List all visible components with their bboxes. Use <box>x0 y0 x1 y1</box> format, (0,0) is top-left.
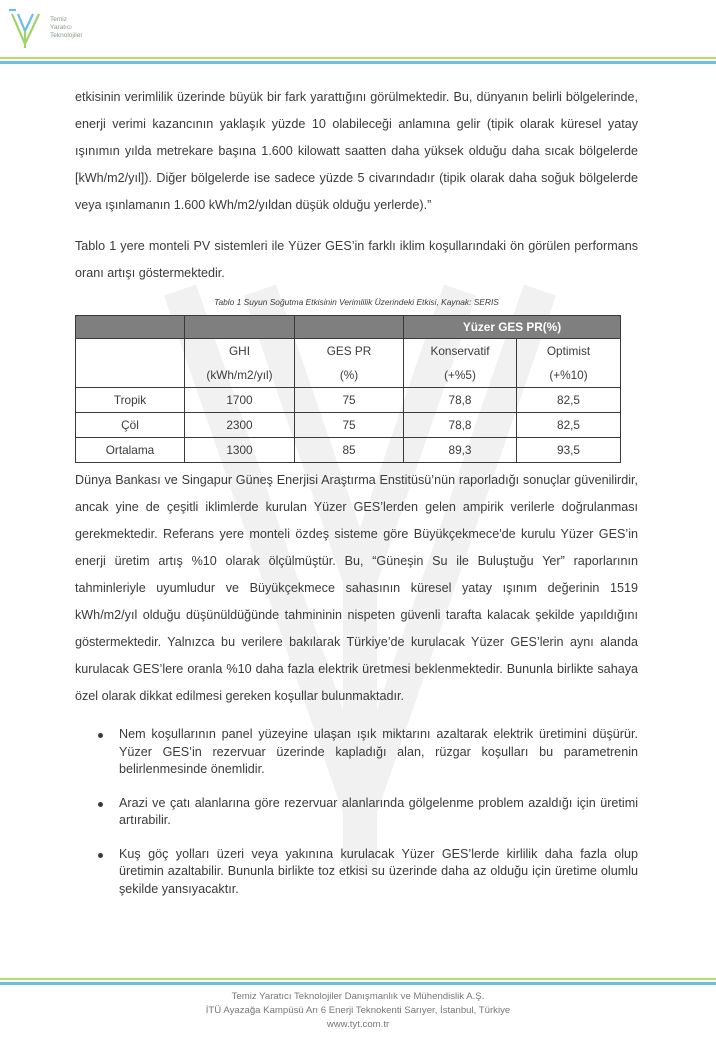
table-cell: 78,8 <box>404 388 517 413</box>
footer-rule-green <box>0 978 716 980</box>
table-cell: 2300 <box>185 413 295 438</box>
table-group-header-row <box>76 316 621 339</box>
table-cell: Çöl <box>76 413 185 438</box>
intro-paragraph: etkisinin verimlilik üzerinde büyük bir fark yarattığını görülmektedir. Bu, dünyanın belirli bölgelerinde, enerji verimi kazancının yaklaşık yüzde 10 olabileceği anlamına gelir (tipik olarak küresel yatay ışınımın yılda metrekare başına 1.600 kilowatt saatten daha yüksek olduğu daha sıcak bölgelerde [kWh/m2/yıl]). Diğer bölgelerde ise sadece yüzde 5 civarındadır (tipik olarak daha soğuk bölgelerde veya ışınlamanın 1.600 kWh/m2/yıldan düşük olduğu yerlerde).” <box>75 90 638 212</box>
table-row <box>76 438 621 463</box>
table-cell: 89,3 <box>404 438 517 463</box>
footer-address: İTÜ Ayazağa Kampüsü Arı 6 Enerji Teknokenti Sarıyer, İstanbul, Türkiye <box>205 1005 511 1016</box>
table-cell: 78,8 <box>404 413 517 438</box>
footer-rule-blue <box>0 982 716 985</box>
table-row <box>76 413 621 438</box>
main-paragraph: Dünya Bankası ve Singapur Güneş Enerjisi Araştırma Enstitüsü’nün raporladığı sonuçlar güvenilirdir, ancak yine de çeşitli iklimlerde kurulan Yüzer GES’lerden gelen ampirik verilerle doğrulanması gerekmektedir. Referans yere monteli özdeş sisteme göre Büyükçekmece'de kurulu Yüzer GES’in enerji üretim artış %10 olarak ölçülmüştür. Bu, “Güneşin Su ile Buluştuğu Yer” raporlarının tahminleriyle uyumludur ve Büyükçekmece sahasının küresel yatay ışınım değerinin 1519 kWh/m2/yıl olduğu düşünüldüğünde tahmininin nispeten güvenli tarafta kalacak şekilde yapıldığını göstermektedir. Yalnızca bu verilere bakılarak Türkiye’de kurulacak Yüzer GES’lerin aynı alanda kurulacak GES’lere oranla %10 daha fazla elektrik üretmesi beklenmektedir. Bununla birlikte sahaya özel olarak dikkat edilmesi gereken koşullar bulunmaktadır. <box>75 473 638 703</box>
table-intro-paragraph: Tablo 1 yere monteli PV sistemleri ile Yüzer GES’in farklı iklim koşullarındaki ön görülen performans oranı artışı göstermektedir. <box>75 239 638 280</box>
header-rule-green <box>0 57 716 59</box>
column-header: Konservatif <box>404 339 517 364</box>
column-unit: (+%10) <box>517 363 621 388</box>
table-cell: 75 <box>295 413 404 438</box>
footer-website: www.tyt.com.tr <box>326 1019 390 1030</box>
brand-line-2: Yaratıcı <box>50 24 72 31</box>
table-cell: 1700 <box>185 388 295 413</box>
table-row <box>76 388 621 413</box>
column-unit: (+%5) <box>404 363 517 388</box>
brand-line-3: Teknolojiler <box>50 32 83 39</box>
table-cell: 1300 <box>185 438 295 463</box>
column-header: GHI <box>185 339 295 364</box>
list-item: Kuş göç yolları üzeri veya yakınına kurulacak Yüzer GES’lerde kirlilik daha fazla olup üretimin azaltabilir. Bununla birlikte toz etkisi su üzerinde daha az olduğu için üretime olumlu şekilde yansıyacaktır. <box>75 846 638 899</box>
bullet-list <box>75 726 638 898</box>
page-footer <box>0 990 716 1032</box>
table-cell: Ortalama <box>76 438 185 463</box>
page-content <box>75 84 638 914</box>
list-item: Nem koşullarının panel yüzeyine ulaşan ışık miktarını azaltarak elektrik üretimini düşürür. Yüzer GES’in rezervuar üzerinde kapladığı alan, rüzgar koşulları bu parametrenin belirlenmesinde önemlidir. <box>75 726 638 779</box>
header-rule-blue <box>0 61 716 64</box>
list-item: Arazi ve çatı alanlarına göre rezervuar alanlarında gölgelenme problem azaldığı için üretimi artırabilir. <box>75 795 638 830</box>
performance-table <box>75 315 621 463</box>
table-cell: Tropik <box>76 388 185 413</box>
footer-company: Temiz Yaratıcı Teknolojiler Danışmanlık ve Mühendislik A.Ş. <box>231 991 485 1002</box>
column-header: GES PR <box>295 339 404 364</box>
table-cell: 82,5 <box>517 388 621 413</box>
brand-line-1: Temiz <box>50 16 67 23</box>
column-unit: (%) <box>295 363 404 388</box>
company-logo <box>6 6 106 50</box>
table-cell: 82,5 <box>517 413 621 438</box>
bullet-icon <box>98 802 103 807</box>
table-caption: Tablo 1 Suyun Soğutma Etkisinin Verimlilik Üzerindeki Etkisi, Kaynak: SERIS <box>214 297 499 307</box>
table-cell: 85 <box>295 438 404 463</box>
leaf-icon <box>6 6 46 50</box>
group-header: Yüzer GES PR(%) <box>404 316 621 339</box>
column-unit: (kWh/m2/yıl) <box>185 363 295 388</box>
table-cell: 75 <box>295 388 404 413</box>
column-header: Optimist <box>517 339 621 364</box>
bullet-icon <box>98 853 103 858</box>
table-cell: 93,5 <box>517 438 621 463</box>
table-column-header-row <box>76 339 621 364</box>
bullet-icon <box>98 733 103 738</box>
